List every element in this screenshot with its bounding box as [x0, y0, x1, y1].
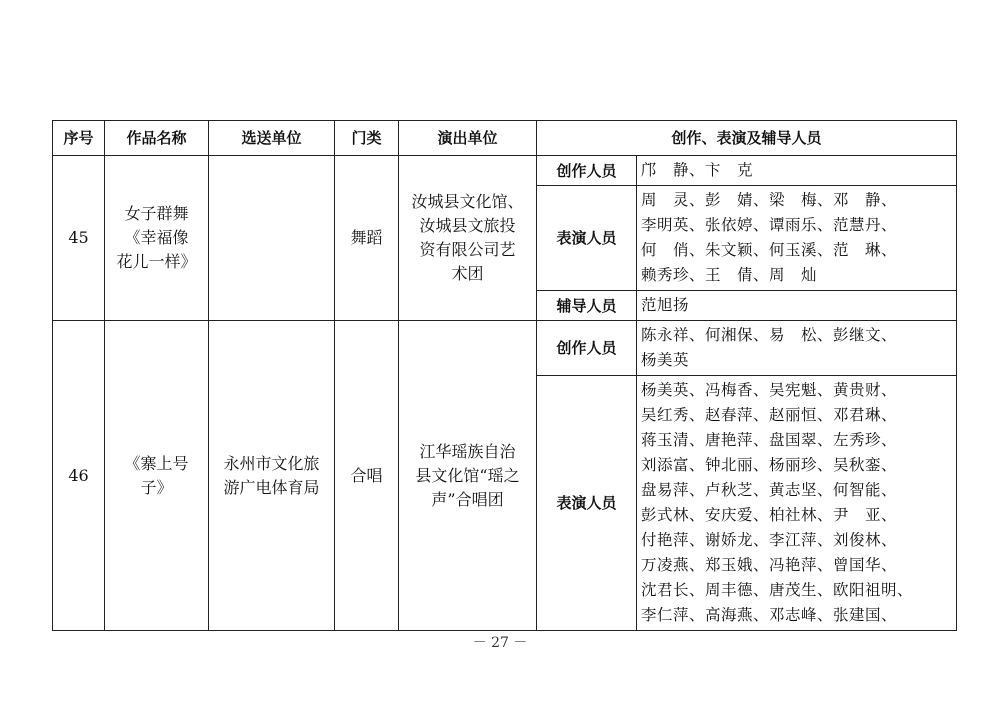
- people-list: [637, 156, 957, 186]
- role-label: 创作人员: [537, 156, 637, 186]
- people-list: [637, 321, 957, 376]
- people-line: 万凌燕、郑玉娥、冯艳萍、曾国华、: [641, 556, 898, 574]
- people-line: 彭式林、安庆爱、柏社林、尹 亚、: [641, 506, 898, 524]
- people-list: [637, 186, 957, 291]
- role-label: 辅导人员: [537, 291, 637, 321]
- awards-table: [52, 120, 957, 631]
- performer-line: 术团: [451, 264, 484, 283]
- performer-line: 声”合唱团: [431, 489, 504, 509]
- people-list: [637, 376, 957, 631]
- header-category: 门类: [335, 121, 399, 156]
- category: 合唱: [335, 321, 399, 631]
- header-row: [53, 121, 957, 156]
- header-title: 作品名称: [105, 121, 209, 156]
- performer-line: 汝城县文旅投: [419, 216, 516, 235]
- unit-line: 永州市文化旅: [223, 453, 320, 473]
- people-line: 李明英、张依婷、谭雨乐、范慧丹、: [641, 216, 898, 234]
- people-line: 周 灵、彭 婧、梁 梅、邓 静、: [641, 191, 898, 209]
- people-line: 吴红秀、赵春萍、赵丽恒、邓君琳、: [641, 406, 898, 424]
- people-line: 刘添富、钟北丽、杨丽珍、吴秋銮、: [641, 456, 898, 474]
- row-number: 46: [53, 321, 105, 631]
- title-line: 《寨上号: [124, 453, 189, 473]
- header-staff: 创作、表演及辅导人员: [537, 121, 957, 156]
- performing-unit: [399, 321, 537, 631]
- people-line: 范旭扬: [641, 296, 690, 314]
- performer-line: 县文化馆“瑶之: [415, 465, 520, 485]
- performer-line: 汝城县文化馆、: [411, 192, 524, 211]
- work-title: [105, 156, 209, 321]
- row-number: 45: [53, 156, 105, 321]
- table-row: [53, 321, 957, 376]
- work-title: [105, 321, 209, 631]
- people-line: 何 俏、朱文颖、何玉溪、范 琳、: [641, 241, 898, 259]
- title-line: 子》: [140, 477, 173, 497]
- role-label: 表演人员: [537, 186, 637, 291]
- people-line: 杨美英: [641, 351, 690, 369]
- people-list: [637, 291, 957, 321]
- title-line: 《幸福像: [124, 228, 189, 247]
- role-label: 创作人员: [537, 321, 637, 376]
- submitting-unit: [209, 321, 335, 631]
- people-line: 盘易萍、卢秋芝、黄志坚、何智能、: [641, 481, 898, 499]
- category: 舞蹈: [335, 156, 399, 321]
- people-line: 李仁萍、高海燕、邓志峰、张建国、: [641, 606, 898, 624]
- people-line: 付艳萍、谢娇龙、李江萍、刘俊林、: [641, 531, 898, 549]
- people-line: 陈永祥、何湘保、易 松、彭继文、: [641, 326, 898, 344]
- people-line: 赖秀珍、王 倩、周 灿: [641, 266, 818, 284]
- people-line: 杨美英、冯梅香、吴宪魁、黄贵财、: [641, 381, 898, 399]
- people-line: 邝 静、卞 克: [641, 161, 754, 179]
- page-number: － 27 －: [472, 635, 528, 651]
- title-line: 花儿一样》: [116, 252, 197, 271]
- table-row: [53, 156, 957, 186]
- performer-line: 江华瑶族自治: [419, 441, 516, 461]
- performer-line: 资有限公司艺: [419, 240, 516, 259]
- submitting-unit: [209, 156, 335, 321]
- title-line: 女子群舞: [124, 204, 189, 223]
- unit-line: 游广电体育局: [223, 477, 320, 497]
- header-unit: 选送单位: [209, 121, 335, 156]
- role-label: 表演人员: [537, 376, 637, 631]
- performing-unit: [399, 156, 537, 321]
- people-line: 沈君长、周丰德、唐茂生、欧阳祖明、: [641, 581, 914, 599]
- people-line: 蒋玉清、唐艳萍、盘国翠、左秀珍、: [641, 431, 898, 449]
- header-performer: 演出单位: [399, 121, 537, 156]
- header-no: 序号: [53, 121, 105, 156]
